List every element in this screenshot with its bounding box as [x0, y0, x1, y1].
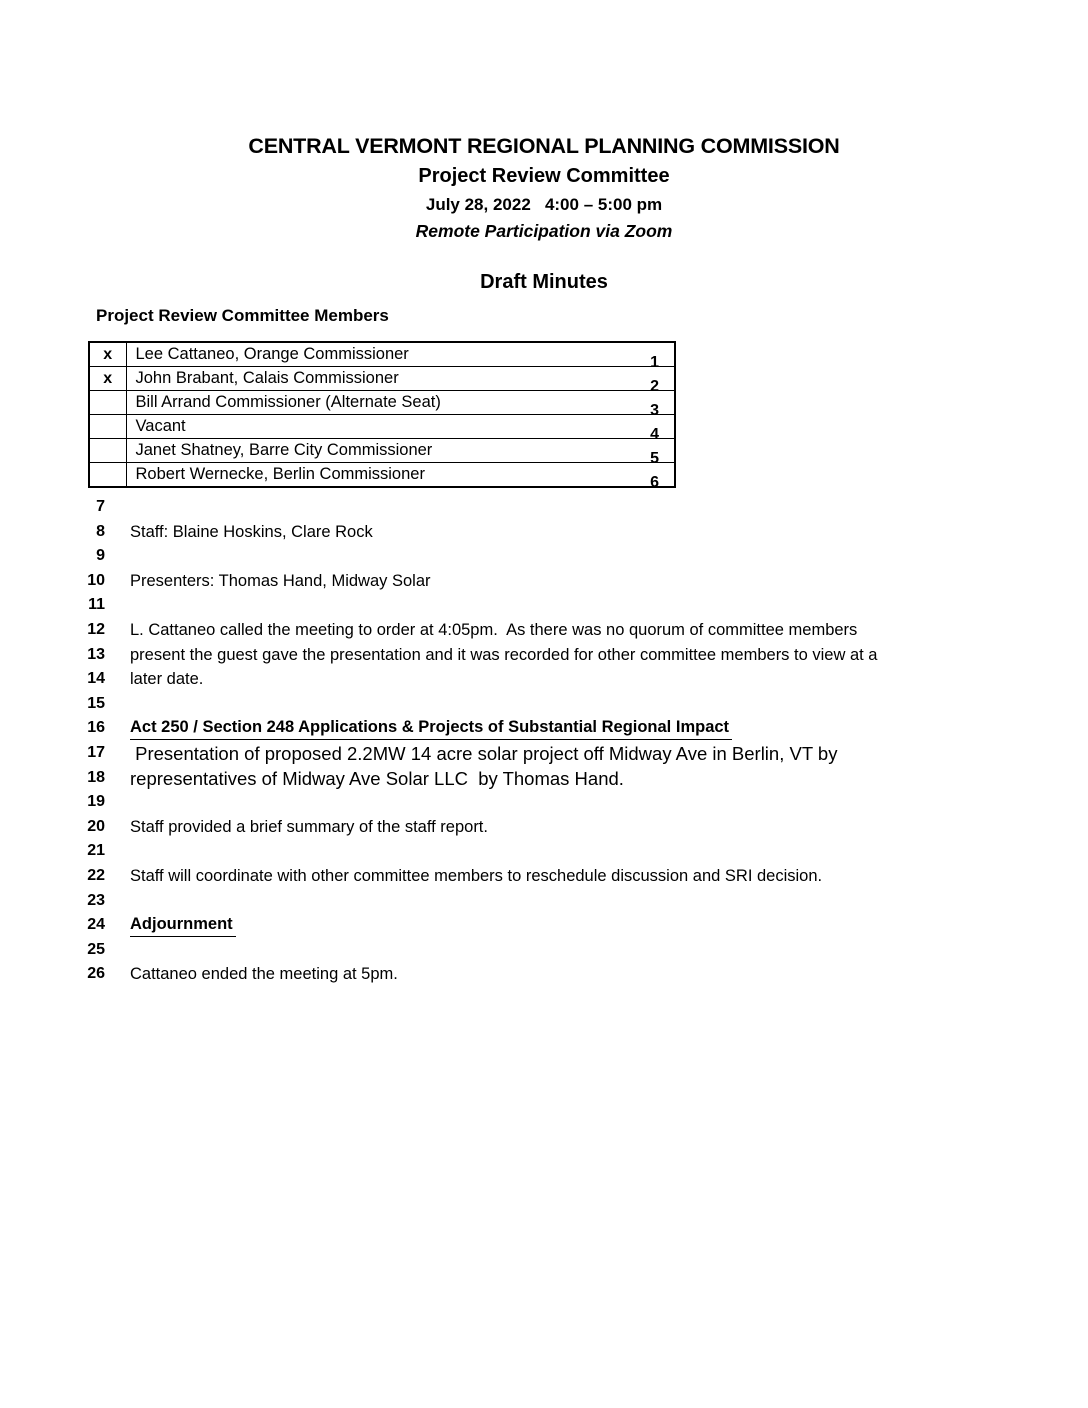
minutes-line: [70, 716, 1088, 741]
line-number: 18: [87, 768, 105, 786]
member-name: Janet Shatney, Barre City Commissioner: [135, 441, 433, 459]
line-number: 26: [87, 965, 105, 983]
minutes-line: [70, 520, 1088, 545]
line-number: 9: [96, 547, 105, 565]
line-number: 22: [87, 866, 105, 884]
minutes-line: [70, 790, 1088, 815]
minutes-line: [70, 864, 1088, 889]
minutes-line: [70, 667, 1088, 692]
minutes-line: [70, 889, 1088, 914]
minutes-line: [70, 495, 1088, 520]
member-name: Robert Wernecke, Berlin Commissioner: [135, 465, 425, 483]
attendance-mark: [89, 391, 126, 415]
attendance-mark: [89, 415, 126, 439]
table-line-number: 3: [650, 402, 659, 419]
member-name: Bill Arrand Commissioner (Alternate Seat): [135, 393, 441, 411]
table-line-number: 4: [650, 426, 659, 443]
line-text: Adjournment: [130, 914, 236, 937]
table-line-number: 5: [650, 450, 659, 467]
line-number: 7: [96, 498, 105, 515]
member-name: Lee Cattaneo, Orange Commissioner: [135, 345, 409, 363]
line-number: 12: [87, 620, 105, 638]
line-text: present the guest gave the presentation and it was recorded for other committee members to view at a: [130, 645, 878, 664]
meeting-datetime: July 28, 2022 4:00 – 5:00 pm: [425, 195, 663, 214]
committee-title: Project Review Committee: [418, 165, 670, 187]
line-text: Staff provided a brief summary of the staff report.: [130, 817, 488, 836]
minutes-line: [70, 741, 1088, 766]
line-text: representatives of Midway Ave Solar LLC by Thomas Hand.: [130, 767, 624, 789]
members-heading: Project Review Committee Members: [96, 306, 389, 325]
line-number: 13: [87, 645, 105, 663]
table-line-number: 1: [650, 354, 659, 371]
member-row: [89, 367, 675, 391]
members-table: [88, 341, 676, 491]
line-text: L. Cattaneo called the meeting to order at 4:05pm. As there was no quorum of committee members: [130, 620, 858, 639]
line-text: Presenters: Thomas Hand, Midway Solar: [130, 571, 431, 590]
minutes-line: [70, 962, 1088, 987]
line-text: Presentation of proposed 2.2MW 14 acre solar project off Midway Ave in Berlin, VT by: [130, 742, 838, 764]
line-number: 15: [87, 694, 105, 712]
minutes-line: [70, 938, 1088, 963]
line-text: Cattaneo ended the meeting at 5pm.: [130, 965, 398, 984]
line-number: 14: [87, 670, 105, 688]
doc-title: Draft Minutes: [480, 271, 608, 293]
line-number: 21: [87, 842, 105, 860]
line-number: 10: [87, 571, 105, 589]
document-header: [0, 0, 1088, 297]
minutes-line: [70, 643, 1088, 668]
line-number: 17: [87, 743, 105, 761]
member-row: [89, 342, 675, 367]
line-number: 24: [87, 916, 105, 934]
attendance-mark: [89, 463, 126, 488]
line-number: 25: [87, 940, 105, 958]
org-title: CENTRAL VERMONT REGIONAL PLANNING COMMISSION: [248, 134, 840, 158]
line-number: 20: [87, 817, 105, 835]
minutes-line: [70, 913, 1088, 938]
attendance-mark: x: [89, 342, 126, 367]
table-line-number: 6: [650, 474, 659, 491]
attendance-mark: x: [89, 367, 126, 391]
attendance-mark: [89, 439, 126, 463]
minutes-line: [70, 766, 1088, 791]
minutes-line: [70, 618, 1088, 643]
minutes-line: [70, 544, 1088, 569]
line-number: 23: [87, 891, 105, 909]
line-number: 11: [88, 596, 105, 614]
minutes-line: [70, 815, 1088, 840]
line-text: later date.: [130, 670, 204, 689]
member-row: [89, 391, 675, 415]
member-row: [89, 439, 675, 463]
member-row: [89, 463, 675, 488]
minutes-line: [70, 593, 1088, 618]
member-name: Vacant: [135, 417, 186, 435]
minutes-body: [70, 495, 1088, 987]
line-text: Act 250 / Section 248 Applications & Projects of Substantial Regional Impact: [130, 717, 732, 740]
minutes-line: [70, 569, 1088, 594]
line-number: 19: [87, 793, 105, 811]
line-number: 16: [87, 719, 105, 737]
member-name: John Brabant, Calais Commissioner: [135, 369, 399, 387]
minutes-line: [70, 692, 1088, 717]
participation-note: Remote Participation via Zoom: [415, 221, 673, 241]
line-number: 8: [96, 522, 105, 540]
table-line-number: 2: [650, 378, 659, 395]
line-text: Staff: Blaine Hoskins, Clare Rock: [130, 522, 373, 541]
line-text: Staff will coordinate with other committee members to reschedule discussion and SRI decision.: [130, 866, 823, 885]
member-row: [89, 415, 675, 439]
minutes-line: [70, 839, 1088, 864]
